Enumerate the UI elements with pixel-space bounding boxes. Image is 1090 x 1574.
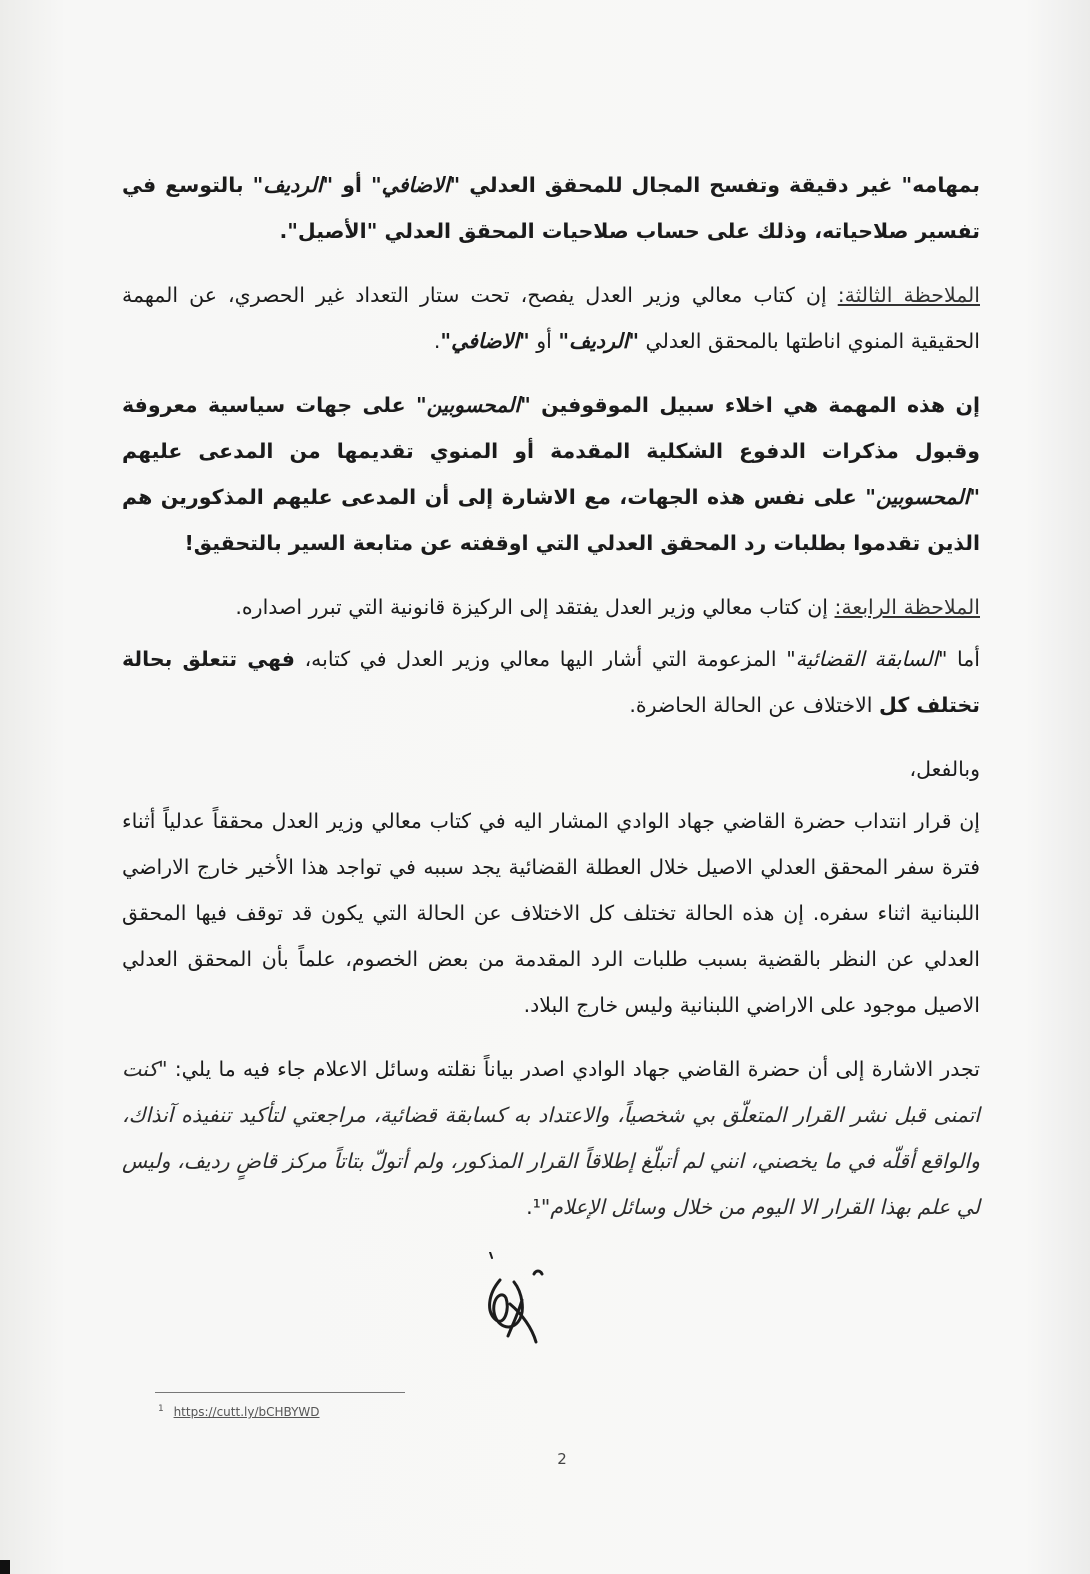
footnote-number: 1 [158,1404,164,1414]
text-run: تجدر الاشارة إلى أن حضرة القاضي جهاد الوادي اصدر بياناً نقلته وسائل الاعلام جاء فيه ما يلي: [167,1057,980,1081]
text-run: ¹. [526,1195,541,1219]
text-run: "الرديف" [558,329,639,353]
page-number: 2 [557,1450,567,1468]
scan-corner-mark [0,1560,10,1574]
text-run: الملاحظة الرابعة: [834,595,980,619]
text-run: الاختلاف عن الحالة الحاضرة. [629,693,880,717]
footnote [158,1404,320,1419]
text-run: "الرديف" [252,173,334,197]
handwritten-signature [470,1252,560,1352]
paragraph-continuation [122,162,980,254]
paragraph-mission [122,382,980,566]
text-run: . [433,329,441,353]
text-run: على نفس هذه الجهات، مع الاشارة إلى أن المدعى عليهم المذكورين هم الذين تقدموا بطلبات رد المحقق العدلي التي اوقفته عن متابعة السير بالتحقيق! [122,485,980,555]
paragraph-fourth-note [122,584,980,630]
paragraph-third-note [122,272,980,364]
text-run: أما [947,647,980,671]
text-run: إن هذه المهمة هي اخلاء سبيل الموقوفين [530,393,980,417]
text-run: أو [529,329,559,353]
text-run: بالتوسع في تفسير صلاحياته، وذلك على حساب صلاحيات المحقق العدلي "الأصيل". [122,173,980,243]
text-run: "المحسوبين" [415,393,531,417]
footnote-link[interactable]: https://cutt.ly/bCHBYWD [173,1405,320,1419]
text-run: "الاضافي" [370,173,461,197]
paragraph-precedent [122,636,980,728]
paragraph-statement [122,1046,980,1230]
text-run: "الاضافي" [440,329,530,353]
paragraph-delegation [122,798,980,1028]
text-run: فهي تتعلق بحالة تختلف كل [122,647,980,717]
text-run: إن قرار انتداب حضرة القاضي جهاد الوادي المشار اليه في كتاب معالي وزير العدل محققاً عدلياً أثناء فترة سفر المحقق العدلي الاصيل خلال العطلة القضائية يجد سببه في تواجد هذا الأخير خارج الاراضي اللبنانية اثناء سفره. إن هذه الحالة تختلف كل الاختلاف عن الحالة التي يكون قد توقف فيها المحقق العدلي عن النظر بالقضية بسبب طلبات الرد المقدمة من بعض الخصوم، علماً بأن المحقق العدلي الاصيل موجود على الاراضي اللبنانية وليس خارج البلاد. [122,809,980,1017]
text-run: الملاحظة الثالثة: [837,283,980,307]
body-text [122,162,980,1248]
text-run: أو [333,173,371,197]
footnote-divider [155,1392,405,1393]
text-run: "السابقة القضائية" [786,647,948,671]
text-run: "كنت اتمنى قبل نشر القرار المتعلّق بي شخصياً، والاعتداد به كسابقة قضائية، مراجعتي لتأكيد تنفيذه آنذاك، والواقع أقلّه في ما يخصني، انني لم أتبلّغ إطلاقاً القرار المذكور، ولم أتولّ بتاتاً مركز قاضٍ رديف، وليس لي علم بهذا القرار الا اليوم من خلال وسائل الإعلام" [122,1057,980,1219]
text-run: وبالفعل، [909,757,980,781]
text-run: إن كتاب معالي وزير العدل يفصح، تحت ستار التعداد غير الحصري، عن المهمة الحقيقية المنوي اناطتها بالمحقق العدلي [122,283,980,353]
text-run: على جهات سياسية معروفة وقبول مذكرات الدفوع الشكلية المقدمة أو المنوي تقديمها من المدعى عليهم [122,393,980,463]
text-run: "المحسوبين" [865,485,980,509]
text-run: المزعومة التي أشار اليها معالي وزير العدل في كتابه، [294,647,787,671]
text-run: إن كتاب معالي وزير العدل يفتقد إلى الركيزة قانونية التي تبرر اصداره. [235,595,835,619]
paragraph-indeed [122,746,980,792]
text-run: بمهامه" غير دقيقة وتفسح المجال للمحقق العدلي [460,173,980,197]
